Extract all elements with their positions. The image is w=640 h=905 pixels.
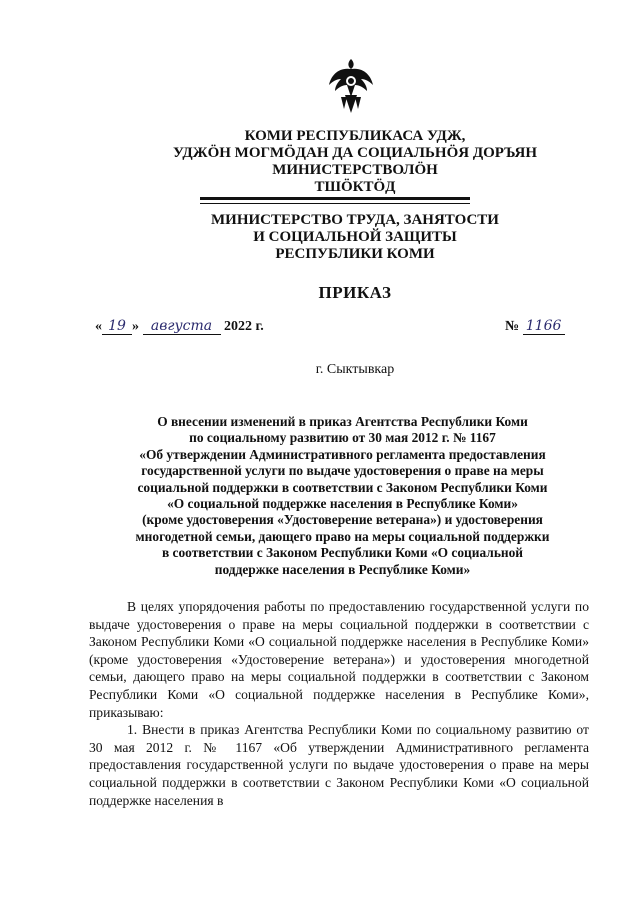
order-subject — [90, 414, 595, 578]
subject-line: социальной поддержки в соответствии с Законом Республики Коми — [137, 479, 548, 495]
subject-line: государственной услуги по выдаче удостоверения о праве на меры — [141, 463, 544, 479]
document-type-title: ПРИКАЗ — [318, 283, 392, 302]
body-paragraph-preamble: В целях упорядочения работы по предоставлению государственной услуги по выдаче удостоверения о праве на меры социальной поддержки в соответствии с Законом Республики Коми «О социальной поддержке населения в Республике Коми» (кроме удостоверения «Удостоверение ветерана») и удостоверения многодетной семьи, дающего право на меры социальной поддержки в соответствии с Законом Республики Коми «О социальной поддержке населения в Республике Коми», приказываю: — [89, 599, 589, 720]
order-number — [505, 319, 565, 335]
body-paragraph-item-1: 1. Внести в приказ Агентства Республики Коми по социальному развитию от 30 мая 2012 г. № 1167 «Об утверждении Административного регламента предоставления государственной услуги по выдаче удостоверения о праве на меры социальной поддержки в соответствии с Законом Республики Коми «О социальной поддержке населения в — [89, 722, 589, 808]
date-open-quote: « — [95, 319, 102, 334]
subject-line: поддержке населения в Республике Коми» — [214, 561, 471, 577]
order-body — [89, 598, 589, 809]
subject-line: многодетной семьи, дающего право на меры социальной поддержки — [135, 528, 550, 544]
subject-line: О внесении изменений в приказ Агентства Республики Коми — [157, 414, 528, 429]
date-year: 2022 г. — [224, 319, 264, 334]
header-komi-line: УДЖӦН МОГМӦДАН ДА СОЦИАЛЬНӦЯ ДОРЪЯН — [172, 145, 538, 161]
header-ru-line: РЕСПУБЛИКИ КОМИ — [275, 246, 435, 262]
header-komi-language — [120, 128, 590, 196]
subject-line: «О социальной поддержке населения в Республике Коми» — [167, 496, 518, 512]
header-ru-line: И СОЦИАЛЬНОЙ ЗАЩИТЫ — [253, 229, 457, 245]
header-komi-line: КОМИ РЕСПУБЛИКАСА УДЖ, — [244, 128, 466, 144]
subject-line: в соответствии с Законом Республики Коми «О социальной — [161, 545, 524, 561]
header-ru-line: МИНИСТЕРСТВО ТРУДА, ЗАНЯТОСТИ — [211, 212, 499, 228]
city-line: г. Сыктывкар — [315, 362, 395, 377]
order-date — [95, 319, 264, 335]
subject-line: по социальному развитию от 30 мая 2012 г. № 1167 — [189, 430, 496, 446]
header-russian — [120, 212, 590, 263]
komi-coat-of-arms-icon — [327, 57, 375, 115]
header-divider-thin — [200, 203, 470, 204]
header-divider-thick — [200, 197, 470, 200]
date-close-quote: » — [132, 319, 139, 334]
order-number-handwritten: 1166 — [523, 319, 565, 335]
date-month-handwritten: августа — [143, 319, 221, 335]
subject-line: «Об утверждении Административного регламента предоставления — [139, 446, 546, 462]
subject-line: (кроме удостоверения «Удостоверение ветерана») и удостоверения — [142, 512, 543, 528]
header-komi-line: МИНИСТЕРСТВОЛӦН — [272, 162, 438, 178]
date-day-handwritten: 19 — [102, 319, 132, 335]
order-number-label: № — [505, 319, 520, 334]
header-komi-line: ТШӦКТӦД — [314, 179, 396, 195]
